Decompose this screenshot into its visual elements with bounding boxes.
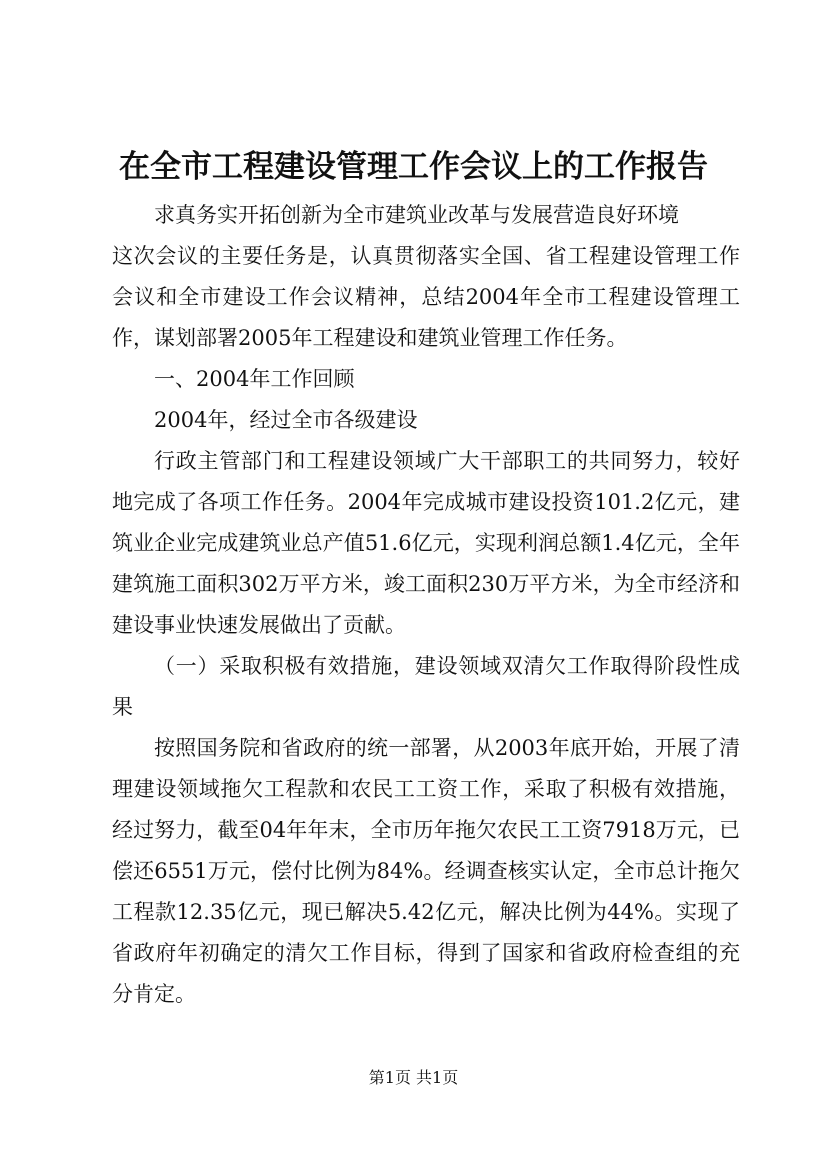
document-body — [112, 195, 740, 1015]
paragraph-achievements: 行政主管部门和工程建设领域广大干部职工的共同努力，较好地完成了各项工作任务。2004年完成城市建设投资101.2亿元，建筑业企业完成建筑业总产值51.6亿元，实现利润总额1.4亿元，全年建筑施工面积302万平方米，竣工面积230万平方米，为全市经济和建设事业快速发展做出了贡献。 — [112, 449, 740, 637]
section-heading-review: 一、2004年工作回顾 — [154, 367, 355, 391]
subsection-heading-arrears: （一）采取积极有效措施，建设领域双清欠工作取得阶段性成果 — [112, 654, 740, 719]
document-title: 在全市工程建设管理工作会议上的工作报告 — [119, 149, 708, 185]
paragraph-subtitle: 求真务实开拓创新为全市建筑业改革与发展营造良好环境 — [154, 203, 679, 227]
paragraph-intro-2004: 2004年，经过全市各级建设 — [154, 408, 418, 432]
paragraph-meeting-tasks: 这次会议的主要任务是，认真贯彻落实全国、省工程建设管理工作会议和全市建设工作会议精神，总结2004年全市工程建设管理工作，谋划部署2005年工程建设和建筑业管理工作任务。 — [112, 244, 740, 350]
page-footer: 第1页 共1页 — [368, 1068, 459, 1087]
paragraph-arrears-details: 按照国务院和省政府的统一部署，从2003年底开始，开展了清理建设领域拖欠工程款和农民工工资工作，采取了积极有效措施，经过努力，截至04年年末，全市历年拖欠农民工工资7918万元，已偿还6551万元，偿付比例为84%。经调查核实认定，全市总计拖欠工程款12.35亿元，现已解决5.42亿元，解决比例为44%。实现了省政府年初确定的清欠工作目标，得到了国家和省政府检查组的充分肯定。 — [112, 736, 740, 1006]
